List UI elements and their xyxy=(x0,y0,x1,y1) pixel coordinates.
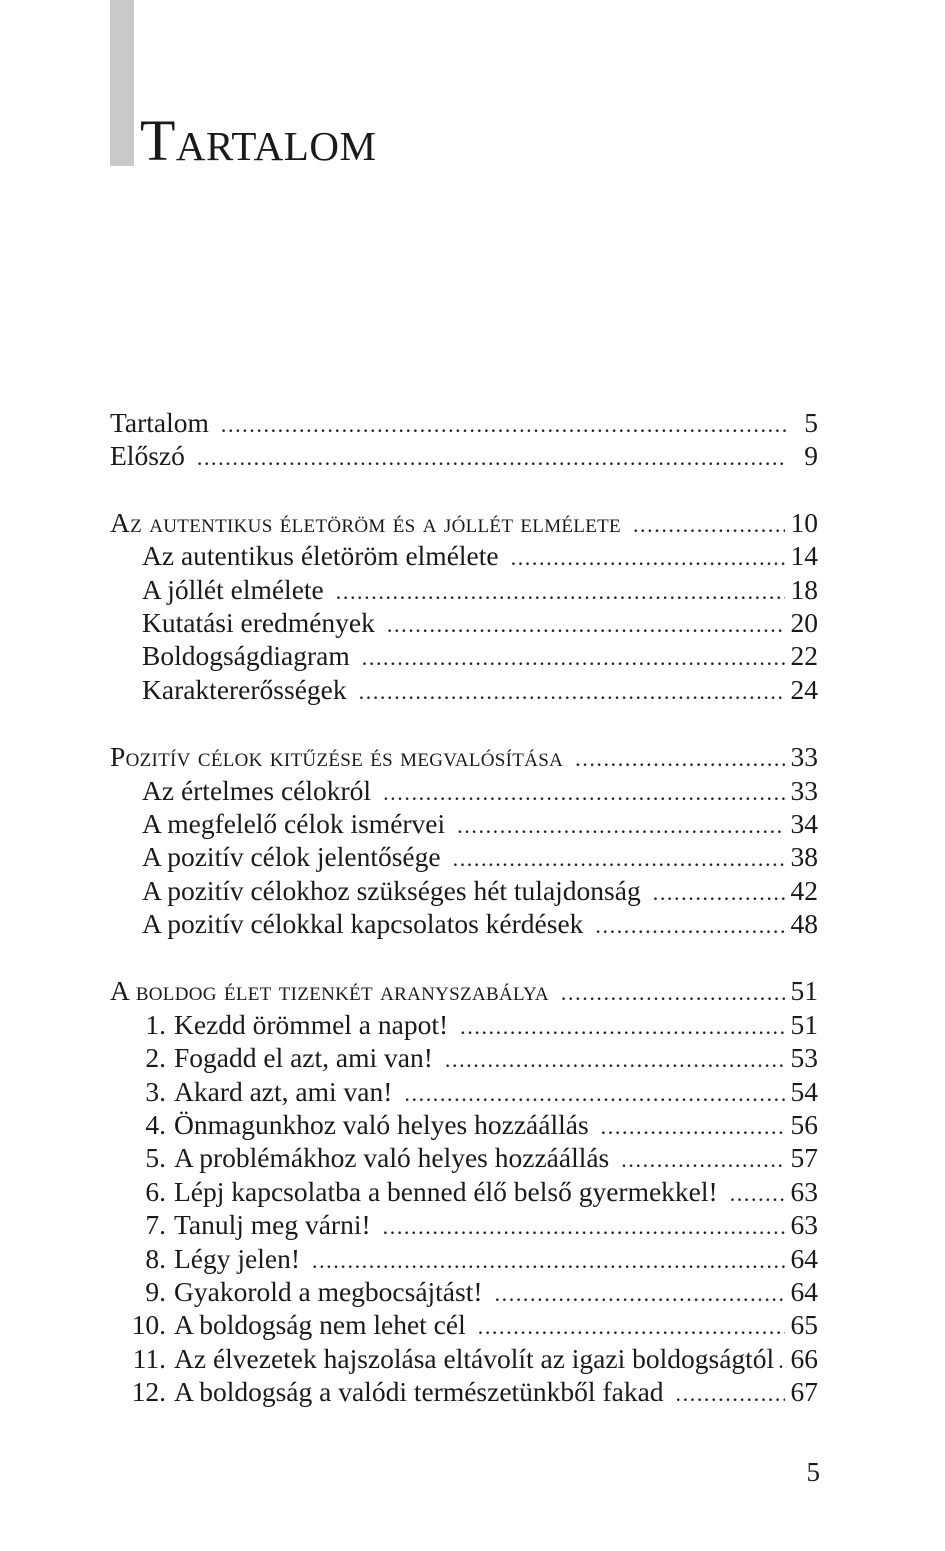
toc-entry-title: A boldogság nem lehet cél xyxy=(174,1309,466,1341)
toc-entry-number: 2. xyxy=(145,1042,166,1074)
toc-entry[interactable] xyxy=(110,1108,818,1141)
toc-entry[interactable] xyxy=(110,807,818,840)
section-spacer xyxy=(110,706,818,740)
toc-entry-page: 64 xyxy=(790,1242,818,1274)
toc-entry-number: 3. xyxy=(145,1075,166,1107)
dot-leader xyxy=(460,1010,784,1043)
dot-leader xyxy=(495,1277,785,1310)
toc-entry[interactable] xyxy=(110,1242,818,1275)
toc-entry-page: 51 xyxy=(790,1008,818,1040)
dot-leader xyxy=(561,976,785,1009)
toc-entry[interactable] xyxy=(110,1008,818,1041)
toc-entry-title: Gyakorold a megbocsájtást! xyxy=(174,1275,483,1307)
toc-entry[interactable] xyxy=(110,1375,818,1408)
toc-entry-title: Kutatási eredmények xyxy=(142,606,375,638)
toc-entry-title: A pozitív célokhoz szükséges hét tulajdonság xyxy=(142,874,641,906)
toc-section-title: Az autentikus életöröm és a jóllét elmélete xyxy=(110,506,621,538)
toc-entry-page: 53 xyxy=(790,1042,818,1074)
toc-entry-title: Karaktererősségek xyxy=(142,673,347,705)
toc-entry-number: 12. xyxy=(131,1376,166,1408)
toc-entry-title: Önmagunkhoz való helyes hozzáállás xyxy=(174,1109,589,1141)
toc-section-heading[interactable] xyxy=(110,506,818,539)
toc-entry-page: 57 xyxy=(790,1142,818,1174)
dot-leader xyxy=(453,842,785,875)
toc-entry-page: 48 xyxy=(790,908,818,940)
toc-section-title: Pozitív célok kitűzése és megvalósítása xyxy=(110,741,564,773)
dot-leader xyxy=(633,508,785,541)
toc-entry-title: A boldogság a valódi természetünkből fakad xyxy=(174,1376,664,1408)
dot-leader xyxy=(653,876,785,909)
toc-entry-page: 56 xyxy=(790,1109,818,1141)
dot-leader xyxy=(383,776,784,809)
toc-entry[interactable] xyxy=(110,1075,818,1108)
chapter-accent-bar xyxy=(110,0,134,166)
toc-entry[interactable] xyxy=(110,539,818,572)
toc-entry[interactable] xyxy=(110,673,818,706)
toc-entry-page: 65 xyxy=(790,1309,818,1341)
toc-entry-title: Az értelmes célokról xyxy=(142,774,372,806)
toc-entry-number: 9. xyxy=(145,1275,166,1307)
toc-entry-number: 1. xyxy=(145,1008,166,1040)
toc-entry-title: Kezdd örömmel a napot! xyxy=(174,1008,449,1040)
dot-leader xyxy=(312,1244,785,1277)
toc-entry-title: Az élvezetek hajszolása eltávolít az igazi boldogságtól xyxy=(174,1342,775,1374)
toc-entry[interactable] xyxy=(110,907,818,940)
toc-entry-page: 20 xyxy=(790,606,818,638)
toc-entry-page: 42 xyxy=(790,874,818,906)
toc-entry-page: 34 xyxy=(790,807,818,839)
dot-leader xyxy=(575,742,784,775)
toc-entry-number: 4. xyxy=(145,1109,166,1141)
toc-entry-title: Fogadd el azt, ami van! xyxy=(174,1042,433,1074)
toc-entry-page: 66 xyxy=(790,1342,818,1374)
dot-leader xyxy=(601,1110,785,1143)
toc-section-page: 10 xyxy=(790,506,818,538)
toc-entry-number: 7. xyxy=(145,1209,166,1241)
toc-entry-title: A pozitív célokkal kapcsolatos kérdések xyxy=(142,908,584,940)
toc-entry[interactable] xyxy=(110,639,818,672)
dot-leader xyxy=(457,809,784,842)
dot-leader xyxy=(359,675,785,708)
toc-entry-title: Légy jelen! xyxy=(174,1242,300,1274)
toc-entry-title: Akard azt, ami van! xyxy=(174,1075,393,1107)
toc-entry-title: A pozitív célok jelentősége xyxy=(142,841,441,873)
toc-entry[interactable] xyxy=(110,1308,818,1341)
toc-entry-title: A problémákhoz való helyes hozzáállás xyxy=(174,1142,610,1174)
toc-entry-page: 38 xyxy=(790,841,818,873)
toc-entry-title: Tartalom xyxy=(110,407,209,438)
toc-section-heading[interactable] xyxy=(110,974,818,1007)
page-number: 5 xyxy=(806,1457,820,1487)
toc-entry-title: Lépj kapcsolatba a benned élő belső gyermekkel! xyxy=(174,1175,718,1207)
section-spacer xyxy=(110,940,818,974)
toc-entry[interactable] xyxy=(110,1041,818,1074)
dot-leader xyxy=(383,1210,785,1243)
toc-entry-number: 6. xyxy=(145,1175,166,1207)
dot-leader xyxy=(336,575,785,608)
toc-section-page: 33 xyxy=(790,741,818,773)
toc-entry-page: 67 xyxy=(790,1376,818,1408)
toc-section-title: A boldog élet tizenkét aranyszabálya xyxy=(110,975,549,1007)
toc-entry-page: 63 xyxy=(790,1209,818,1241)
toc-entry-page: 63 xyxy=(790,1175,818,1207)
toc-entry-title: A jóllét elmélete xyxy=(142,573,324,605)
dot-leader xyxy=(197,441,786,474)
page-title: Tartalom xyxy=(140,108,377,173)
dot-leader xyxy=(511,541,785,574)
toc-entry-title: Boldogságdiagram xyxy=(142,640,350,672)
toc-entry-number: 5. xyxy=(145,1142,166,1174)
toc-entry-number: 10. xyxy=(131,1309,166,1341)
toc-entry[interactable] xyxy=(110,1275,818,1308)
dot-leader xyxy=(778,1344,786,1377)
toc-entry[interactable] xyxy=(110,1342,818,1375)
toc-entry-number: 11. xyxy=(132,1342,166,1374)
toc-entry-number: 8. xyxy=(145,1242,166,1274)
section-spacer xyxy=(110,473,818,506)
toc-entry-page: 64 xyxy=(790,1275,818,1307)
toc-entry[interactable] xyxy=(110,1141,818,1174)
toc-entry[interactable] xyxy=(110,774,818,807)
toc-entry-page: 14 xyxy=(790,540,818,572)
toc-entry[interactable] xyxy=(110,1175,818,1208)
dot-leader xyxy=(676,1377,785,1410)
toc-entry-page: 9 xyxy=(804,440,818,472)
toc-entry[interactable] xyxy=(110,840,818,873)
dot-leader xyxy=(445,1043,785,1076)
toc-entry-page: 18 xyxy=(790,573,818,605)
toc-entry-title: Az autentikus életöröm elmélete xyxy=(142,540,499,572)
toc-entry[interactable] xyxy=(110,439,818,472)
dot-leader xyxy=(387,608,785,641)
toc-entry-title: A megfelelő célok ismérvei xyxy=(142,807,446,839)
toc-section-heading[interactable] xyxy=(110,740,818,773)
table-of-contents xyxy=(110,406,818,1409)
toc-entry-page: 5 xyxy=(804,407,818,438)
dot-leader xyxy=(730,1177,785,1210)
toc-entry-title: Előszó xyxy=(110,440,185,472)
toc-entry-page: 22 xyxy=(790,640,818,672)
toc-entry[interactable] xyxy=(110,573,818,606)
toc-entry[interactable] xyxy=(110,1208,818,1241)
toc-entry-page: 24 xyxy=(790,673,818,705)
dot-leader xyxy=(595,909,784,942)
dot-leader xyxy=(221,408,786,441)
dot-leader xyxy=(404,1077,784,1110)
toc-entry[interactable] xyxy=(110,606,818,639)
toc-entry[interactable] xyxy=(110,406,818,439)
toc-entry-title: Tanulj meg várni! xyxy=(174,1209,371,1241)
toc-entry-page: 33 xyxy=(790,774,818,806)
dot-leader xyxy=(478,1310,785,1343)
dot-leader xyxy=(362,641,785,674)
dot-leader xyxy=(621,1143,784,1176)
toc-entry[interactable] xyxy=(110,874,818,907)
toc-section-page: 51 xyxy=(790,975,818,1007)
toc-entry-page: 54 xyxy=(790,1075,818,1107)
